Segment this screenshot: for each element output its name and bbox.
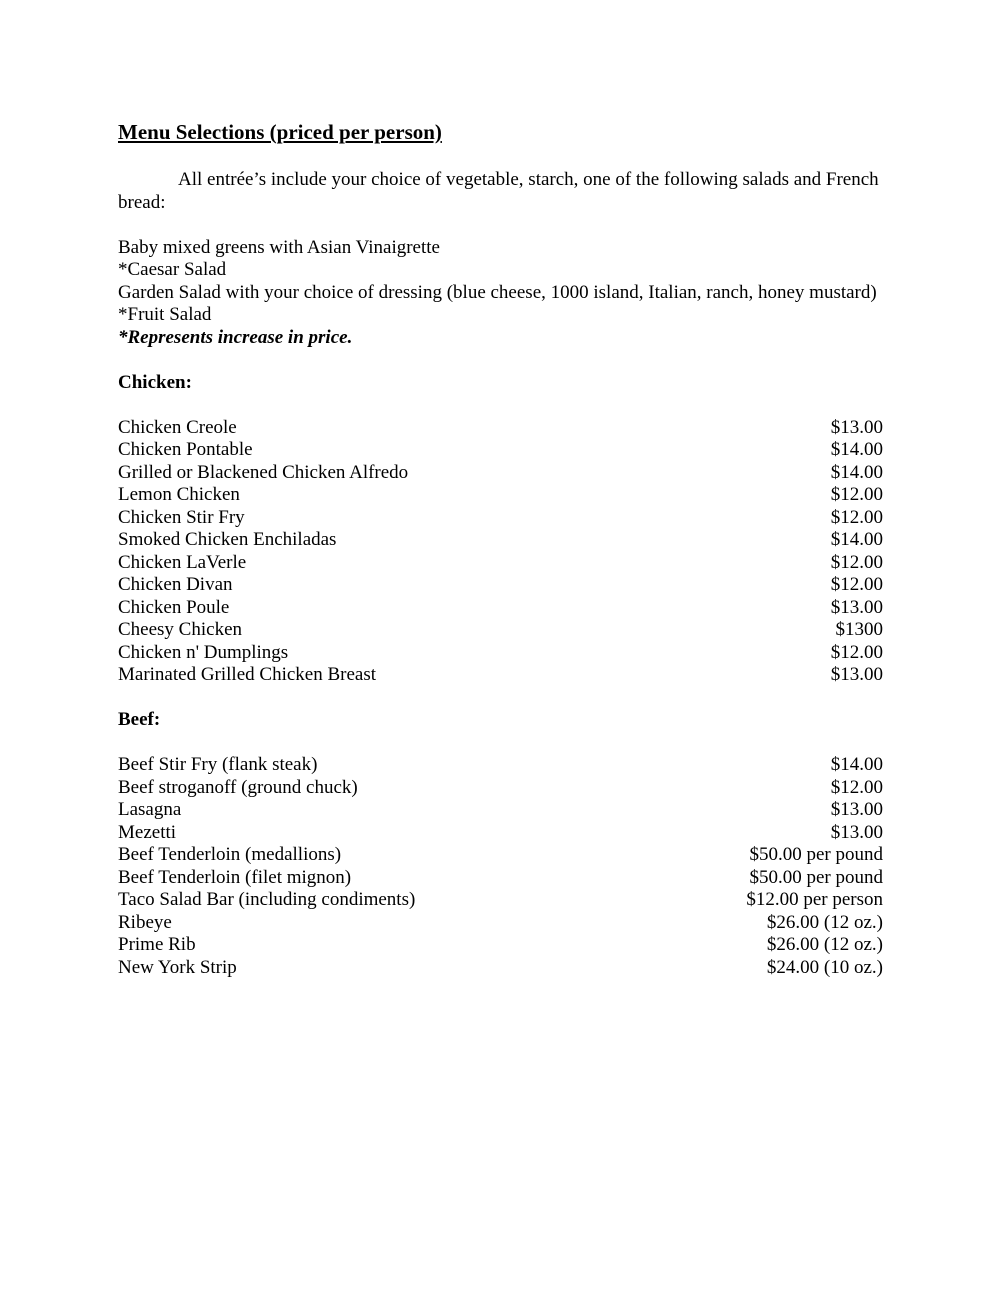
- menu-item-row: [118, 889, 883, 912]
- menu-item-name: Grilled or Blackened Chicken Alfredo: [118, 461, 409, 483]
- menu-item-name: Beef stroganoff (ground chuck): [118, 776, 358, 798]
- menu-item-row: [118, 912, 883, 935]
- price-note: *Represents increase in price.: [118, 326, 353, 348]
- menu-item-row: [118, 642, 883, 665]
- menu-item-name: Beef Stir Fry (flank steak): [118, 754, 318, 775]
- menu-item-price: $12.00: [830, 506, 883, 528]
- menu-item-row: [118, 822, 883, 845]
- menu-item-price: $12.00: [830, 551, 883, 573]
- menu-item-row: [118, 799, 883, 822]
- menu-item-price: $13.00: [830, 596, 883, 618]
- menu-item-row: [118, 619, 883, 642]
- beef-item-list: [118, 754, 883, 979]
- menu-item-row: [118, 597, 883, 620]
- menu-item-price: $12.00: [830, 776, 883, 798]
- menu-item-name: Chicken LaVerle: [118, 551, 247, 573]
- menu-item-price: $14.00: [830, 754, 883, 775]
- menu-item-price: $13.00: [830, 821, 883, 843]
- menu-item-price: $13.00: [830, 664, 883, 685]
- menu-item-price: $14.00: [830, 461, 883, 483]
- page-title: Menu Selections (priced per person): [118, 120, 442, 144]
- salad-item: *Caesar Salad: [118, 259, 227, 280]
- menu-item-price: $12.00: [830, 484, 883, 505]
- menu-item-price: $26.00 (12 oz.): [766, 934, 883, 955]
- menu-item-row: [118, 574, 883, 597]
- menu-item-name: Lasagna: [118, 799, 182, 820]
- salad-item: Garden Salad with your choice of dressing (blue cheese, 1000 island, Italian, ranch, honey mustard): [118, 281, 877, 303]
- menu-item-name: New York Strip: [118, 956, 237, 978]
- menu-item-name: Ribeye: [118, 911, 172, 933]
- menu-item-row: [118, 529, 883, 552]
- menu-item-name: Chicken Pontable: [118, 439, 253, 460]
- menu-item-name: Cheesy Chicken: [118, 619, 243, 640]
- menu-item-price: $14.00: [830, 529, 883, 550]
- menu-item-row: [118, 867, 883, 890]
- menu-item-row: [118, 754, 883, 777]
- menu-item-price: $13.00: [830, 416, 883, 438]
- menu-item-name: Chicken Stir Fry: [118, 506, 245, 528]
- menu-item-row: [118, 507, 883, 530]
- menu-item-row: [118, 439, 883, 462]
- menu-item-name: Marinated Grilled Chicken Breast: [118, 664, 377, 685]
- menu-item-name: Chicken n' Dumplings: [118, 641, 289, 663]
- menu-document: [118, 119, 883, 979]
- menu-item-price: $12.00: [830, 641, 883, 663]
- menu-item-name: Mezetti: [118, 821, 177, 843]
- chicken-heading: Chicken:: [118, 371, 192, 393]
- intro-paragraph: All entrée’s include your choice of vegetable, starch, one of the following salads and French bread:: [118, 169, 879, 213]
- menu-item-row: [118, 484, 883, 507]
- menu-item-price: $13.00: [830, 799, 883, 820]
- menu-item-price: $12.00 per person: [746, 889, 883, 910]
- menu-item-row: [118, 462, 883, 485]
- menu-item-price: $50.00 per pound: [749, 866, 883, 888]
- menu-item-price: $1300: [835, 619, 883, 640]
- salad-item: Baby mixed greens with Asian Vinaigrette: [118, 236, 440, 258]
- menu-item-name: Taco Salad Bar (including condiments): [118, 889, 416, 910]
- menu-item-name: Beef Tenderloin (medallions): [118, 844, 342, 865]
- menu-item-row: [118, 417, 883, 440]
- menu-item-price: $24.00 (10 oz.): [766, 956, 883, 978]
- menu-item-name: Beef Tenderloin (filet mignon): [118, 866, 352, 888]
- menu-item-price: $12.00: [830, 574, 883, 595]
- menu-item-name: Chicken Creole: [118, 416, 237, 438]
- menu-item-price: $26.00 (12 oz.): [766, 911, 883, 933]
- menu-item-row: [118, 664, 883, 687]
- salad-list: [118, 237, 883, 350]
- menu-item-name: Chicken Divan: [118, 574, 233, 595]
- menu-item-name: Smoked Chicken Enchiladas: [118, 529, 337, 550]
- menu-item-row: [118, 552, 883, 575]
- menu-item-name: Chicken Poule: [118, 596, 230, 618]
- menu-item-row: [118, 777, 883, 800]
- menu-item-price: $50.00 per pound: [749, 844, 883, 865]
- menu-item-name: Lemon Chicken: [118, 484, 240, 505]
- menu-item-row: [118, 844, 883, 867]
- salad-item: *Fruit Salad: [118, 304, 212, 325]
- menu-item-row: [118, 934, 883, 957]
- beef-heading: Beef:: [118, 709, 161, 730]
- chicken-item-list: [118, 417, 883, 687]
- menu-item-row: [118, 957, 883, 980]
- menu-item-name: Prime Rib: [118, 934, 196, 955]
- menu-item-price: $14.00: [830, 439, 883, 460]
